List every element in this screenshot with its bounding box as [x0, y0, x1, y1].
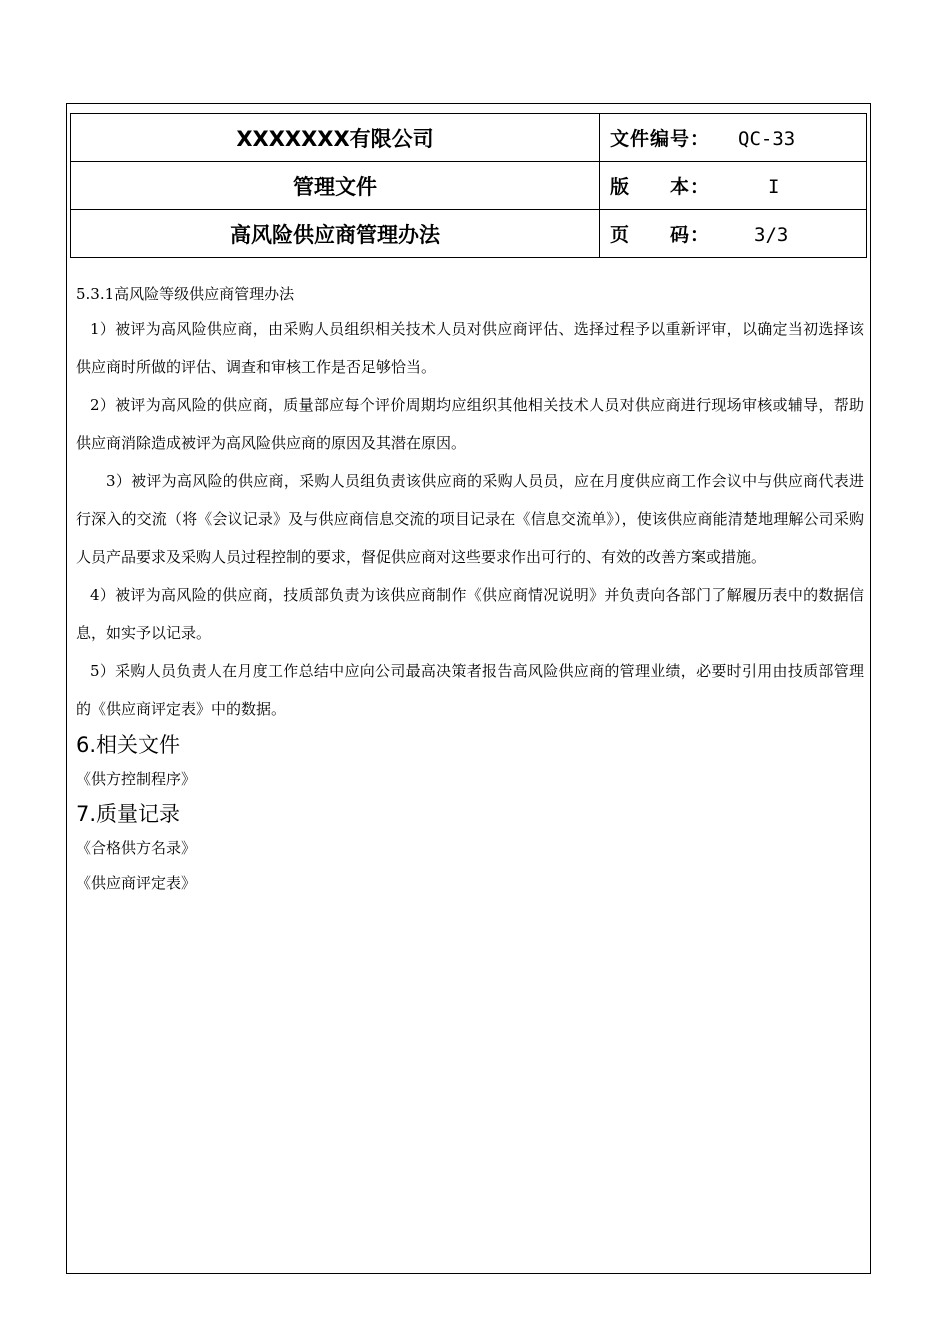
doc-number-value: QC-33: [738, 128, 796, 150]
doc-title: 高风险供应商管理办法: [71, 210, 600, 258]
page-cell: [600, 210, 867, 258]
related-doc-ref: 《供方控制程序》: [76, 770, 197, 788]
company-name: XXXXXXX有限公司: [71, 114, 600, 162]
page-value: 3/3: [754, 224, 789, 246]
version-label: 版 本：: [610, 176, 711, 198]
quality-record-ref: 《供应商评定表》: [76, 874, 197, 892]
version-cell: [600, 162, 867, 210]
paragraph-item-1: 1）被评为高风险供应商，由采购人员组织相关技术人员对供应商评估、选择过程予以重新评审，以确定当初选择该供应商时所做的评估、调查和审核工作是否足够恰当。: [76, 320, 864, 376]
document-body: [76, 278, 864, 901]
quality-record-ref: 《合格供方名录》: [76, 839, 197, 857]
version-value: I: [768, 176, 780, 198]
doc-number-cell: [600, 114, 867, 162]
paragraph-item-3: 3）被评为高风险的供应商，采购人员组负责该供应商的采购人员员，应在月度供应商工作会议中与供应商代表进行深入的交流（将《会议记录》及与供应商信息交流的项目记录在《信息交流单》），使该供应商能清楚地理解公司采购人员产品要求及采购人员过程控制的要求，督促供应商对这些要求作出可行的、有效的改善方案或措施。: [76, 472, 864, 566]
doc-number-label: 文件编号：: [610, 128, 711, 150]
page-label: 页 码：: [610, 224, 711, 246]
doc-type: 管理文件: [71, 162, 600, 210]
section-6-heading: 6.相关文件: [76, 733, 181, 757]
paragraph-item-2: 2）被评为高风险的供应商，质量部应每个评价周期均应组织其他相关技术人员对供应商进行现场审核或辅导，帮助供应商消除造成被评为高风险供应商的原因及其潜在原因。: [76, 396, 864, 452]
document-header-table: [70, 113, 867, 258]
paragraph-item-4: 4）被评为高风险的供应商，技质部负责为该供应商制作《供应商情况说明》并负责向各部门了解履历表中的数据信息，如实予以记录。: [76, 586, 864, 642]
section-7-heading: 7.质量记录: [76, 802, 181, 826]
paragraph-item-5: 5）采购人员负责人在月度工作总结中应向公司最高决策者报告高风险供应商的管理业绩，必要时引用由技质部管理的《供应商评定表》中的数据。: [76, 662, 864, 718]
section-5-3-1-heading: 5.3.1高风险等级供应商管理办法: [76, 285, 295, 303]
